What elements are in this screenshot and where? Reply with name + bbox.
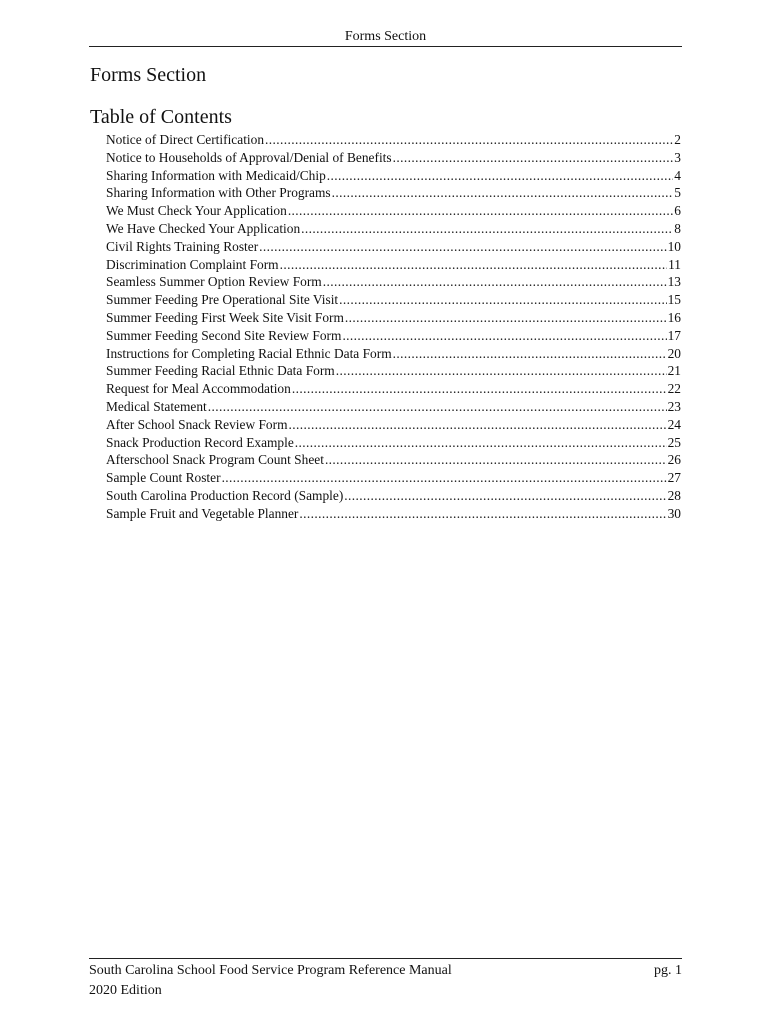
toc-entry[interactable] bbox=[106, 434, 681, 452]
toc-entry-title: Seamless Summer Option Review Form bbox=[106, 274, 322, 290]
toc-entry-title: South Carolina Production Record (Sample) bbox=[106, 487, 344, 503]
toc-entry[interactable] bbox=[106, 256, 681, 274]
toc-entry-page: 26 bbox=[667, 452, 681, 468]
toc-entry-page: 20 bbox=[667, 345, 681, 361]
toc-entry[interactable] bbox=[106, 505, 681, 523]
footer-manual-title: South Carolina School Food Service Program Reference Manual bbox=[89, 963, 452, 978]
toc-dot-leader bbox=[265, 131, 673, 149]
toc-dot-leader bbox=[393, 149, 674, 167]
toc-entry-page: 4 bbox=[674, 167, 681, 183]
toc-entry-title: We Have Checked Your Application bbox=[106, 220, 301, 236]
toc-entry-title: We Must Check Your Application bbox=[106, 203, 287, 219]
toc-dot-leader bbox=[327, 167, 674, 185]
toc-dot-leader bbox=[339, 291, 666, 309]
section-title: Forms Section bbox=[90, 64, 207, 86]
toc-entry-page: 21 bbox=[667, 363, 681, 379]
toc-entry[interactable] bbox=[106, 327, 681, 345]
toc-entry[interactable] bbox=[106, 238, 681, 256]
toc-entry-page: 11 bbox=[668, 256, 681, 272]
toc-dot-leader bbox=[299, 505, 666, 523]
running-header-title: Forms Section bbox=[344, 29, 427, 44]
toc-entry-title: Snack Production Record Example bbox=[106, 434, 294, 450]
page-header bbox=[89, 28, 682, 47]
toc-entry-title: After School Snack Review Form bbox=[106, 416, 288, 432]
toc-entry[interactable] bbox=[106, 184, 681, 202]
toc-entry[interactable] bbox=[106, 345, 681, 363]
toc-entry-title: Discrimination Complaint Form bbox=[106, 256, 279, 272]
toc-entry[interactable] bbox=[106, 362, 681, 380]
toc-entry-title: Sample Count Roster bbox=[106, 470, 221, 486]
toc-entry-page: 5 bbox=[674, 185, 681, 201]
toc-dot-leader bbox=[342, 327, 666, 345]
toc-entry-title: Sharing Information with Other Programs bbox=[106, 185, 331, 201]
toc-dot-leader bbox=[301, 220, 673, 238]
toc-entry-page: 15 bbox=[667, 292, 681, 308]
table-of-contents bbox=[106, 131, 681, 523]
footer-edition: 2020 Edition bbox=[89, 983, 162, 998]
toc-entry-page: 17 bbox=[667, 327, 681, 343]
toc-dot-leader bbox=[222, 469, 667, 487]
toc-dot-leader bbox=[292, 380, 667, 398]
toc-entry-page: 2 bbox=[674, 132, 681, 147]
toc-dot-leader bbox=[295, 434, 667, 452]
toc-entry-title: Medical Statement bbox=[106, 398, 207, 414]
toc-entry[interactable] bbox=[106, 273, 681, 291]
footer-page-number: pg. 1 bbox=[654, 963, 682, 978]
toc-entry-page: 10 bbox=[667, 238, 681, 254]
toc-entry-title: Afterschool Snack Program Count Sheet bbox=[106, 452, 324, 468]
toc-dot-leader bbox=[344, 487, 666, 505]
toc-dot-leader bbox=[345, 309, 667, 327]
toc-entry[interactable] bbox=[106, 220, 681, 238]
toc-entry-page: 8 bbox=[674, 220, 681, 236]
toc-entry-title: Sample Fruit and Vegetable Planner bbox=[106, 505, 299, 521]
toc-entry[interactable] bbox=[106, 398, 681, 416]
toc-entry-title: Request for Meal Accommodation bbox=[106, 381, 291, 397]
page-footer bbox=[89, 958, 682, 1001]
toc-entry[interactable] bbox=[106, 167, 681, 185]
toc-entry-title: Civil Rights Training Roster bbox=[106, 238, 259, 254]
toc-entry-title: Sharing Information with Medicaid/Chip bbox=[106, 167, 326, 183]
toc-dot-leader bbox=[280, 256, 668, 274]
toc-dot-leader bbox=[325, 451, 667, 469]
toc-entry[interactable] bbox=[106, 451, 681, 469]
toc-dot-leader bbox=[323, 273, 667, 291]
toc-entry-page: 22 bbox=[667, 381, 681, 397]
toc-dot-leader bbox=[336, 362, 667, 380]
toc-entry-page: 24 bbox=[667, 416, 681, 432]
toc-entry-page: 25 bbox=[667, 434, 681, 450]
toc-entry[interactable] bbox=[106, 131, 681, 149]
toc-entry-page: 6 bbox=[674, 203, 681, 219]
toc-entry-title: Summer Feeding First Week Site Visit Form bbox=[106, 309, 344, 325]
toc-entry[interactable] bbox=[106, 291, 681, 309]
toc-entry-title: Summer Feeding Racial Ethnic Data Form bbox=[106, 363, 335, 379]
toc-title: Table of Contents bbox=[90, 106, 232, 128]
toc-entry-title: Notice to Households of Approval/Denial of Benefits bbox=[106, 149, 392, 165]
toc-entry-title: Notice of Direct Certification bbox=[106, 132, 265, 147]
toc-dot-leader bbox=[288, 202, 673, 220]
toc-dot-leader bbox=[259, 238, 666, 256]
toc-entry[interactable] bbox=[106, 416, 681, 434]
toc-entry[interactable] bbox=[106, 149, 681, 167]
toc-dot-leader bbox=[208, 398, 667, 416]
toc-entry-page: 16 bbox=[667, 309, 681, 325]
toc-entry-page: 3 bbox=[674, 149, 681, 165]
toc-entry-page: 30 bbox=[667, 505, 681, 521]
toc-dot-leader bbox=[289, 416, 667, 434]
toc-entry-page: 23 bbox=[667, 398, 681, 414]
toc-dot-leader bbox=[393, 345, 667, 363]
toc-entry[interactable] bbox=[106, 380, 681, 398]
toc-entry-title: Summer Feeding Second Site Review Form bbox=[106, 327, 342, 343]
toc-entry[interactable] bbox=[106, 202, 681, 220]
toc-entry[interactable] bbox=[106, 487, 681, 505]
toc-entry-page: 13 bbox=[667, 274, 681, 290]
toc-entry-page: 27 bbox=[667, 470, 681, 486]
toc-entry-page: 28 bbox=[667, 487, 681, 503]
toc-entry-title: Instructions for Completing Racial Ethnic Data Form bbox=[106, 345, 392, 361]
toc-entry[interactable] bbox=[106, 309, 681, 327]
toc-dot-leader bbox=[332, 184, 674, 202]
toc-entry-title: Summer Feeding Pre Operational Site Visit bbox=[106, 292, 339, 308]
toc-entry[interactable] bbox=[106, 469, 681, 487]
